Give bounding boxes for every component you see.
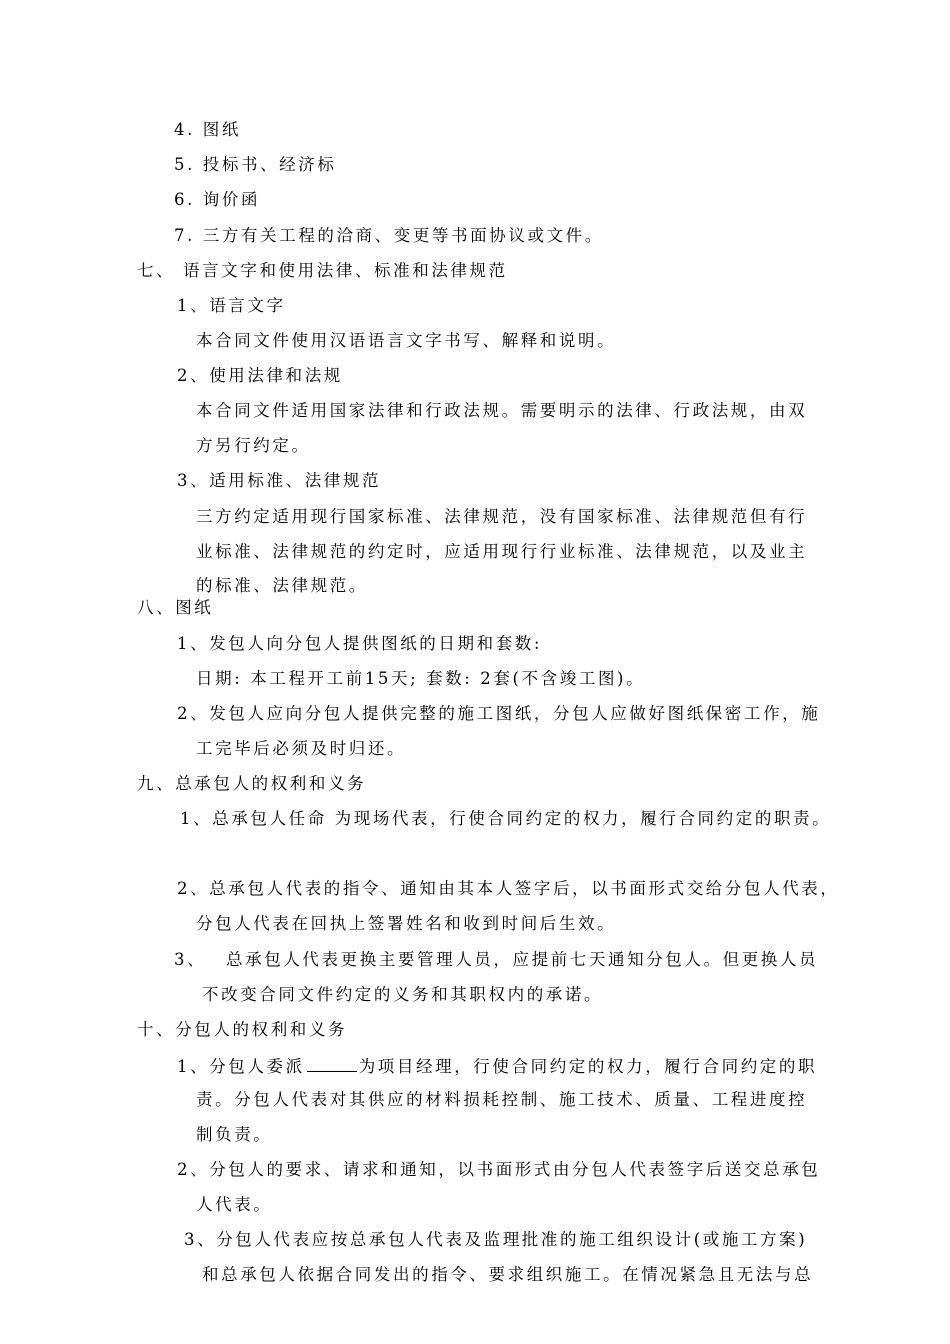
list-item: 7. 三方有关工程的洽商、变更等书面协议或文件。 [174, 226, 604, 245]
paragraph-line: 3、分包人代表应按总承包人代表及监理批准的施工组织设计(或施工方案) [184, 1230, 808, 1249]
paragraph-line [177, 1055, 817, 1077]
list-item: 5. 投标书、经济标 [174, 155, 337, 174]
paragraph-fragment: 为项目经理，行使合同约定的权力，履行合同约定的职 [358, 1057, 818, 1076]
sub-heading: 2、使用法律和法规 [177, 366, 343, 385]
paragraph-line: 2、总承包人代表的指令、通知由其本人签字后，以书面形式交给分包人代表， [177, 879, 840, 898]
paragraph-line: 业标准、法律规范的约定时，应适用现行行业标准、法律规范，以及业主 [196, 542, 808, 561]
paragraph-line: 责。分包人代表对其供应的材料损耗控制、施工技术、质量、工程进度控 [196, 1090, 808, 1109]
section-heading: 七、 语言文字和使用法律、标准和法律规范 [137, 261, 508, 280]
list-item: 4. 图纸 [174, 120, 241, 139]
paragraph-line: 方另行约定。 [196, 436, 311, 455]
paragraph-line: 工完毕后必须及时归还。 [196, 739, 407, 758]
section-heading: 八、图纸 [137, 598, 214, 617]
paragraph-line: 不改变合同文件约定的义务和其职权内的承诺。 [202, 985, 604, 1004]
paragraph-line: 总承包人代表更换主要管理人员，应提前七天通知分包人。但更换人员 [226, 950, 819, 969]
fill-in-blank [307, 1055, 357, 1072]
paragraph-line: 的标准、法律规范。 [196, 576, 368, 595]
paragraph-fragment: 1、分包人委派 [177, 1057, 305, 1076]
paragraph-line: 1、总承包人任命 为现场代表，行使合同约定的权力，履行合同约定的职责。 [180, 809, 832, 828]
paragraph-line: 人代表。 [196, 1195, 273, 1214]
paragraph-line: 制负责。 [196, 1125, 273, 1144]
list-item: 6. 询价函 [174, 190, 261, 209]
paragraph-line: 分包人代表在回执上签署姓名和收到时间后生效。 [196, 914, 617, 933]
paragraph-line: 本合同文件使用汉语语言文字书写、解释和说明。 [196, 331, 617, 350]
paragraph-line: 三方约定适用现行国家标准、法律规范，没有国家标准、法律规范但有行 [196, 507, 808, 526]
paragraph-line: 2、分包人的要求、请求和通知，以书面形式由分包人代表签字后送交总承包 [177, 1160, 821, 1179]
paragraph-line: 和总承包人依据合同发出的指令、要求组织施工。在情况紧急且无法与总 [202, 1265, 814, 1284]
section-heading: 十、分包人的权利和义务 [137, 1020, 348, 1039]
paragraph-line: 日期: 本工程开工前15天; 套数: 2套(不含竣工图)。 [196, 669, 646, 688]
list-number: 3、 [174, 950, 207, 969]
paragraph-line: 2、发包人应向分包人提供完整的施工图纸，分包人应做好图纸保密工作，施 [177, 704, 821, 723]
sub-heading: 1、发包人向分包人提供图纸的日期和套数: [177, 634, 543, 653]
sub-heading: 3、适用标准、法律规范 [177, 471, 382, 490]
paragraph-line: 本合同文件适用国家法律和行政法规。需要明示的法律、行政法规，由双 [196, 401, 808, 420]
section-heading: 九、总承包人的权利和义务 [137, 774, 367, 793]
sub-heading: 1、语言文字 [177, 296, 286, 315]
